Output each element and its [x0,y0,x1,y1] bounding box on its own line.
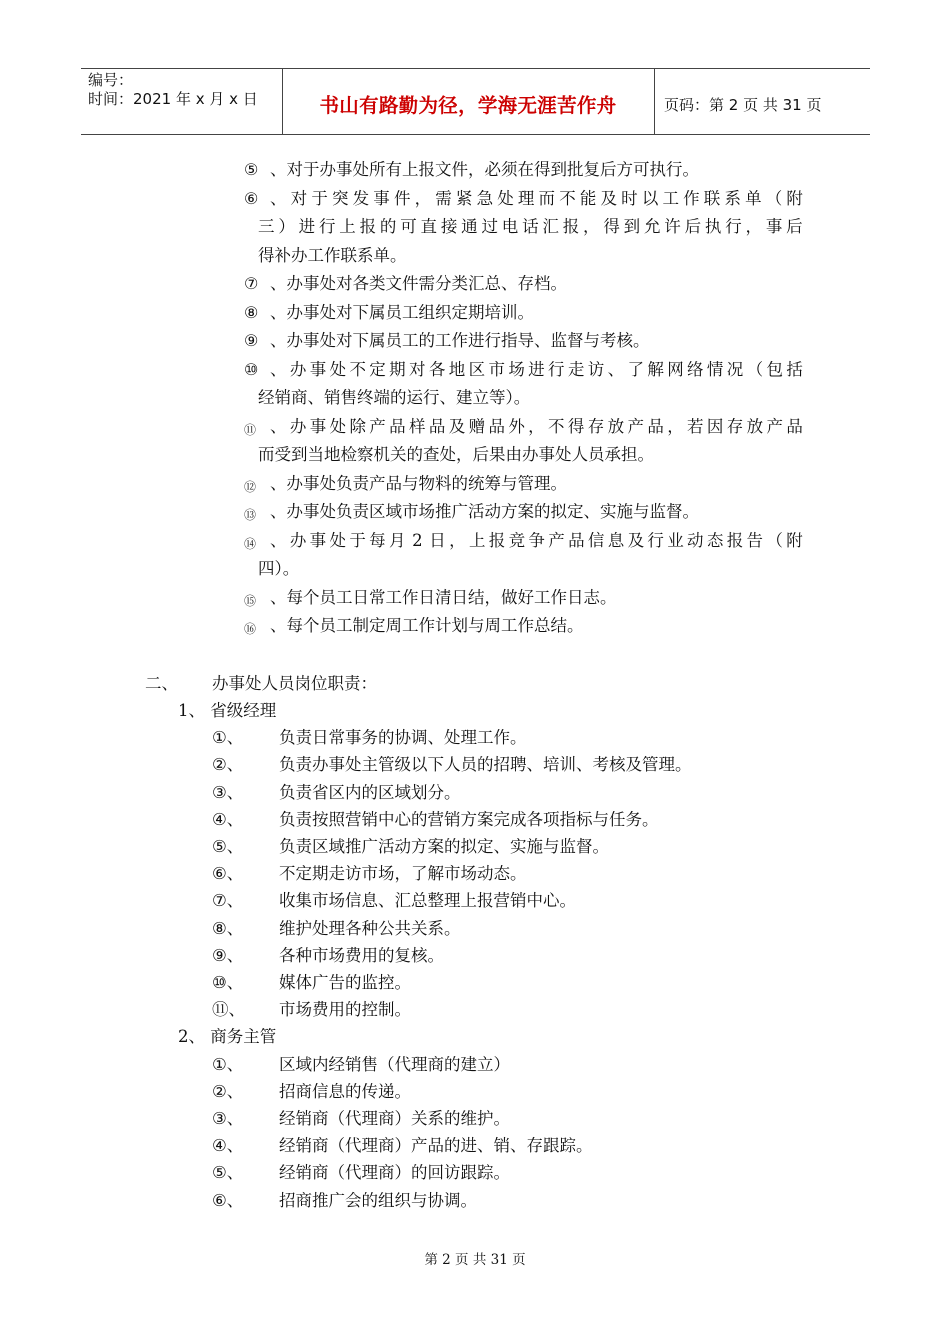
rule-text-line: 、办事处对各类文件需分类汇总、存档。 [270,274,567,293]
duty-text: 负责按照营销中心的营销方案完成各项指标与任务。 [279,809,659,829]
rule-marker: ⑦ [244,274,259,293]
duty-marker: ②、 [212,1081,244,1101]
duty-text: 负责区域推广活动方案的拟定、实施与监督。 [279,837,609,856]
duty-marker: ⑩、 [212,973,244,992]
header-divider-right [654,68,655,135]
duty-marker: ③、 [212,1109,244,1128]
section-title: 办事处人员岗位职责： [212,674,377,693]
rule-text-line: 、 对 于 突 发 事 件 ， 需 紧 急 处 理 而 不 能 及 时 以 工 作 联 系 单 （ 附 [270,188,803,208]
role-title: 1、 省级经理 [178,701,277,720]
role-title: 2、 商务主管 [178,1027,277,1047]
duty-text: 市场费用的控制。 [279,1000,411,1020]
duty-marker: ⑦、 [212,891,244,911]
rule-text-line: 、每个员工制定周工作计划与周工作总结。 [270,616,584,635]
duty-text: 招商信息的传递。 [279,1081,411,1101]
document-time-label: 时间：2021 年 x 月 x 日 [88,90,258,108]
duty-text: 负责办事处主管级以下人员的招聘、培训、考核及管理。 [279,755,692,775]
duty-marker: ①、 [212,1054,244,1074]
duty-marker: ④、 [212,1136,244,1156]
rule-text-line: 、每个员工日常工作日清日结，做好工作日志。 [270,587,617,607]
header-motto: 书山有路勤为径，学海无涯苦作舟 [319,94,617,117]
rule-text-line: 而受到当地检察机关的查处，后果由办事处人员承担。 [258,445,654,464]
page-footer: 第 2 页 共 31 页 [424,1252,526,1268]
rule-marker: ⑪ [244,422,257,437]
duty-text: 收集市场信息、汇总整理上报营销中心。 [279,891,576,911]
rule-marker: ⑯ [244,622,257,636]
header-bottom-rule [81,134,870,135]
rule-text-line: 经销商、销售终端的运行、建立等）。 [258,388,531,407]
duty-text: 经销商（代理商）关系的维护。 [279,1109,510,1128]
rule-marker: ⑧ [244,302,259,322]
duty-text: 招商推广会的组织与协调。 [279,1190,477,1210]
duty-marker: ③、 [212,782,244,802]
rule-marker: ⑥ [244,188,259,208]
rule-marker: ⑭ [244,536,257,551]
duty-marker: ⑥、 [212,1190,244,1210]
duty-marker: ④、 [212,809,244,829]
rule-text-line: 、办事处对下属员工的工作进行指导、监督与考核。 [270,331,650,350]
duty-text: 经销商（代理商）产品的进、销、存跟踪。 [279,1136,593,1156]
duty-text: 各种市场费用的复核。 [279,945,444,965]
duty-marker: ⑤、 [212,1163,244,1183]
duty-marker: ②、 [212,755,244,775]
duty-text: 经销商（代理商）的回访跟踪。 [279,1163,510,1183]
duty-text: 负责省区内的区域划分。 [279,782,461,802]
duty-marker: ⑥、 [212,864,244,884]
rule-text-line: 三 ） 进 行 上 报 的 可 直 接 通 过 电 话 汇 报 ， 得 到 允 许 后 执 行 ， 事 后 [258,217,803,236]
rule-marker: ⑤ [244,160,259,179]
duty-marker: ①、 [212,728,244,748]
duty-text: 维护处理各种公共关系。 [279,918,461,938]
rule-text-line: 四）。 [258,559,300,578]
duty-marker: ⑧、 [212,918,244,938]
rule-marker: ⑮ [244,593,257,608]
header-page-label: 页码：第 2 页 共 31 页 [664,96,822,114]
rule-text-line: 、办事处负责区域市场推广活动方案的拟定、实施与监督。 [270,502,699,521]
rule-marker: ⑬ [244,508,257,522]
section-number: 二、 [145,674,178,693]
duty-text: 媒体广告的监控。 [279,973,411,992]
rule-text-line: 、 办 事 处 除 产 品 样 品 及 赠 品 外 ， 不 得 存 放 产 品 ， 若 因 存 放 产 品 [270,416,803,436]
rule-text-line: 、对于办事处所有上报文件，必须在得到批复后方可执行。 [270,160,699,179]
rule-marker: ⑩ [244,359,259,379]
rule-text-line: 、办事处负责产品与物料的统筹与管理。 [270,473,567,493]
rule-text-line: 、 办 事 处 不 定 期 对 各 地 区 市 场 进 行 走 访 、 了 解 网 络 情 况 （ 包 括 [270,359,803,379]
duty-text: 负责日常事务的协调、处理工作。 [279,728,527,748]
rule-marker: ⑫ [244,479,257,494]
rule-text-line: 、办事处对下属员工组织定期培训。 [270,302,534,322]
duty-marker: ⑨、 [212,945,244,965]
duty-marker: ⑤、 [212,837,244,856]
document-number-label: 编号： [88,71,134,89]
header-meta [88,71,278,109]
duty-text: 不定期走访市场，了解市场动态。 [279,864,527,884]
duty-text: 区域内经销售（代理商的建立） [279,1054,510,1074]
duty-marker: ⑪、 [212,1000,245,1020]
rule-marker: ⑨ [244,331,259,350]
rule-text-line: 得补办工作联系单。 [258,245,407,265]
header-top-rule [81,68,870,69]
rule-text-line: 、 办 事 处 于 每 月 2 日 ， 上 报 竞 争 产 品 信 息 及 行 业 动 态 报 告 （ 附 [270,530,803,550]
